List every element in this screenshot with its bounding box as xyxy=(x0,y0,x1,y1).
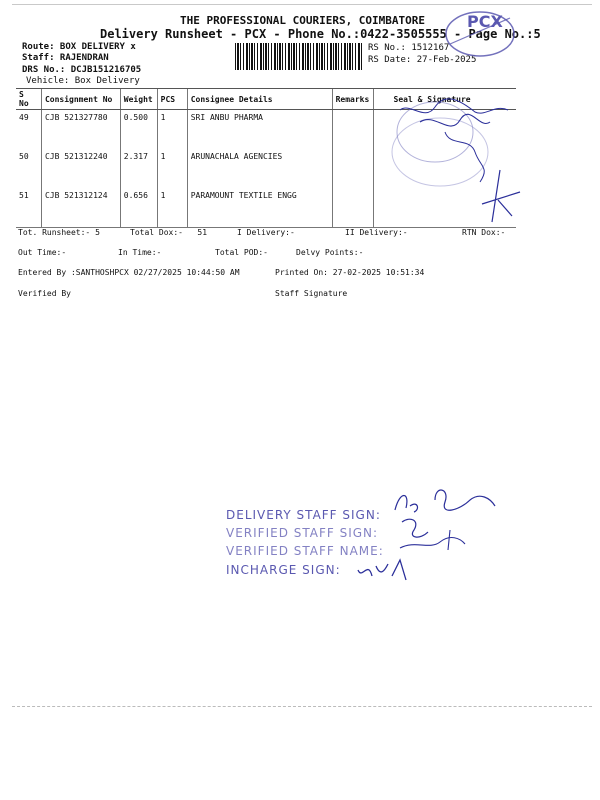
cell-consignment: CJB 521312124 xyxy=(41,188,120,228)
col-seal-signature: Seal & Signature xyxy=(373,89,516,110)
vehicle-label: Vehicle: Box Delivery xyxy=(26,76,140,86)
delivery-points: Delvy Points:- xyxy=(296,248,364,257)
drs-number: DRS No.: DCJB151216705 xyxy=(22,65,142,75)
bottom-rule xyxy=(12,706,592,707)
cell-consignee: SRI ANBU PHARMA xyxy=(187,110,332,150)
col-pcs: PCS xyxy=(157,89,187,110)
cell-pcs: 1 xyxy=(157,110,187,150)
col-weight: Weight xyxy=(120,89,157,110)
out-time: Out Time:- xyxy=(18,248,67,257)
staff-signature-label: Staff Signature xyxy=(275,289,348,298)
cell-weight: 0.500 xyxy=(120,110,157,150)
footer-handwritten-signatures xyxy=(340,480,520,600)
cell-consignment: CJB 521312240 xyxy=(41,149,120,188)
incharge-sign-stamp: INCHARGE SIGN: xyxy=(226,563,341,577)
tot-runsheet: Tot. Runsheet:- 5 xyxy=(18,228,100,237)
printed-on: Printed On: 27-02-2025 10:51:34 xyxy=(275,268,425,277)
staff-label: Staff: RAJENDRAN xyxy=(22,53,109,63)
verified-staff-sign-stamp: VERIFIED STAFF SIGN: xyxy=(226,526,379,540)
cell-sno: 51 xyxy=(16,188,41,228)
cell-consignee: PARAMOUNT TEXTILE ENGG xyxy=(187,188,332,228)
total-dox: Total Dox:- 51 xyxy=(130,228,208,237)
cell-weight: 2.317 xyxy=(120,149,157,188)
verified-by-label: Verified By xyxy=(18,289,71,298)
entered-by: Entered By :SANTHOSHPCX 02/27/2025 10:44:50 AM xyxy=(18,268,240,277)
barcode xyxy=(235,43,362,70)
cell-consignment: CJB 521327780 xyxy=(41,110,120,150)
ii-delivery: II Delivery:- xyxy=(345,228,408,237)
delivery-staff-sign-stamp: DELIVERY STAFF SIGN: xyxy=(226,508,381,522)
col-consignment: Consignment No xyxy=(41,89,120,110)
runsheet-title: Delivery Runsheet - PCX - Phone No.:0422-3505555 - Page No.:5 xyxy=(100,27,541,41)
rs-number: RS No.: 1512167 xyxy=(368,43,450,53)
total-pod: Total POD:- xyxy=(215,248,268,257)
cell-remarks xyxy=(332,149,373,188)
col-consignee: Consignee Details xyxy=(187,89,332,110)
company-name: THE PROFESSIONAL COURIERS, COIMBATORE xyxy=(180,14,426,27)
in-time: In Time:- xyxy=(118,248,162,257)
cell-weight: 0.656 xyxy=(120,188,157,228)
cell-remarks xyxy=(332,110,373,150)
col-sno: S No xyxy=(16,89,41,110)
rtn-dox: RTN Dox:- xyxy=(462,228,506,237)
rs-date: RS Date: 27-Feb-2025 xyxy=(368,55,477,65)
pcx-stamp-text: PCX xyxy=(467,12,503,31)
company-seal-and-signature xyxy=(380,92,530,232)
verified-staff-name-stamp: VERIFIED STAFF NAME: xyxy=(226,544,384,558)
route-label: Route: BOX DELIVERY x xyxy=(22,42,136,52)
cell-consignee: ARUNACHALA AGENCIES xyxy=(187,149,332,188)
i-delivery: I Delivery:- xyxy=(237,228,295,237)
cell-pcs: 1 xyxy=(157,188,187,228)
col-remarks: Remarks xyxy=(332,89,373,110)
cell-sno: 50 xyxy=(19,152,29,161)
cell-pcs: 1 xyxy=(157,149,187,188)
cell-remarks xyxy=(332,188,373,228)
cell-sno: 49 xyxy=(19,113,29,122)
